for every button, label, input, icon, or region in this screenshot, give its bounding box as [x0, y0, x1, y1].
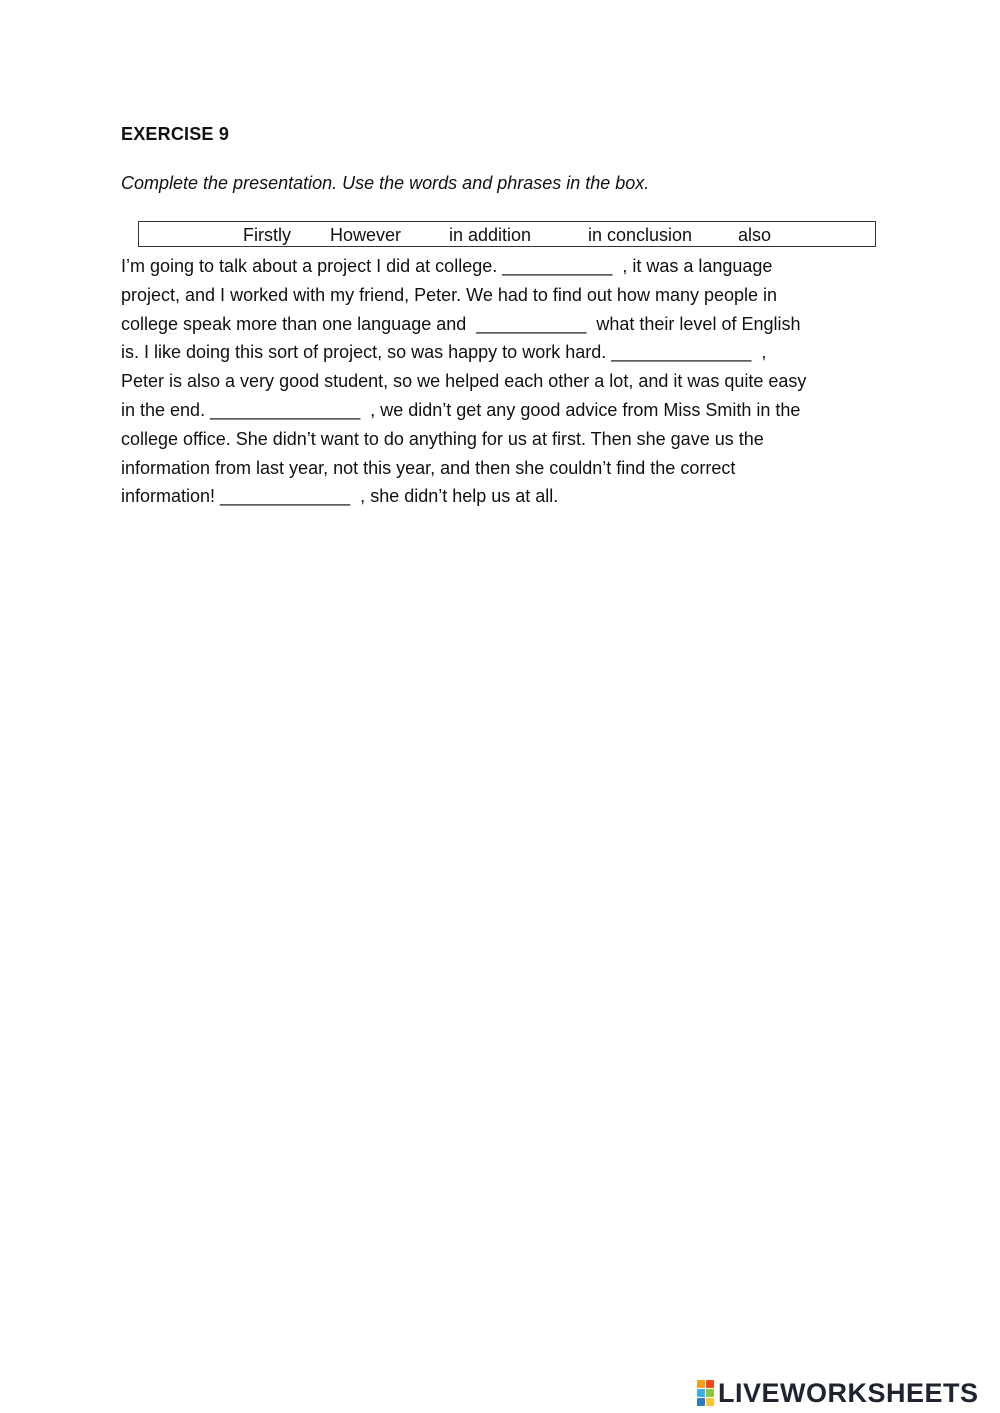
logo-tile	[706, 1389, 714, 1397]
passage-line: project, and I worked with my friend, Peter. We had to find out how many people in	[121, 284, 778, 305]
word-option-in-conclusion: in conclusion	[588, 225, 693, 245]
passage-line: college office. She didn’t want to do anything for us at first. Then she gave us the	[121, 428, 764, 449]
logo-tile	[697, 1398, 705, 1406]
word-option-however: However	[330, 225, 402, 245]
passage-line: Peter is also a very good student, so we helped each other a lot, and it was quite easy	[121, 371, 807, 392]
logo-tile	[697, 1389, 705, 1397]
logo-tile	[706, 1398, 714, 1406]
exercise-title: EXERCISE 9	[121, 124, 230, 144]
exercise-instruction: Complete the presentation. Use the words and phrases in the box.	[121, 173, 650, 193]
presentation-passage	[121, 252, 891, 511]
passage-line: I’m going to talk about a project I did at college. ___________ , it was a language	[121, 256, 773, 276]
passage-line: information! _____________ , she didn’t help us at all.	[121, 486, 559, 507]
logo-tile	[706, 1380, 714, 1388]
word-box	[138, 221, 876, 247]
passage-line: information from last year, not this year, and then she couldn’t find the correct	[121, 457, 736, 478]
word-option-also: also	[738, 225, 772, 245]
word-option-in-addition: in addition	[449, 225, 532, 245]
liveworksheets-logo[interactable]	[697, 1378, 979, 1408]
passage-line: is. I like doing this sort of project, so was happy to work hard. ______________ ,	[121, 342, 767, 363]
passage-line: in the end. _______________ , we didn’t get any good advice from Miss Smith in the	[121, 399, 801, 420]
logo-tile	[697, 1380, 705, 1388]
word-option-firstly: Firstly	[243, 225, 291, 245]
logo-wordmark: LIVEWORKSHEETS	[718, 1377, 979, 1408]
passage-line: college speak more than one language and ___________ what their level of English	[121, 313, 801, 334]
liveworksheets-logo-icon	[697, 1380, 714, 1406]
